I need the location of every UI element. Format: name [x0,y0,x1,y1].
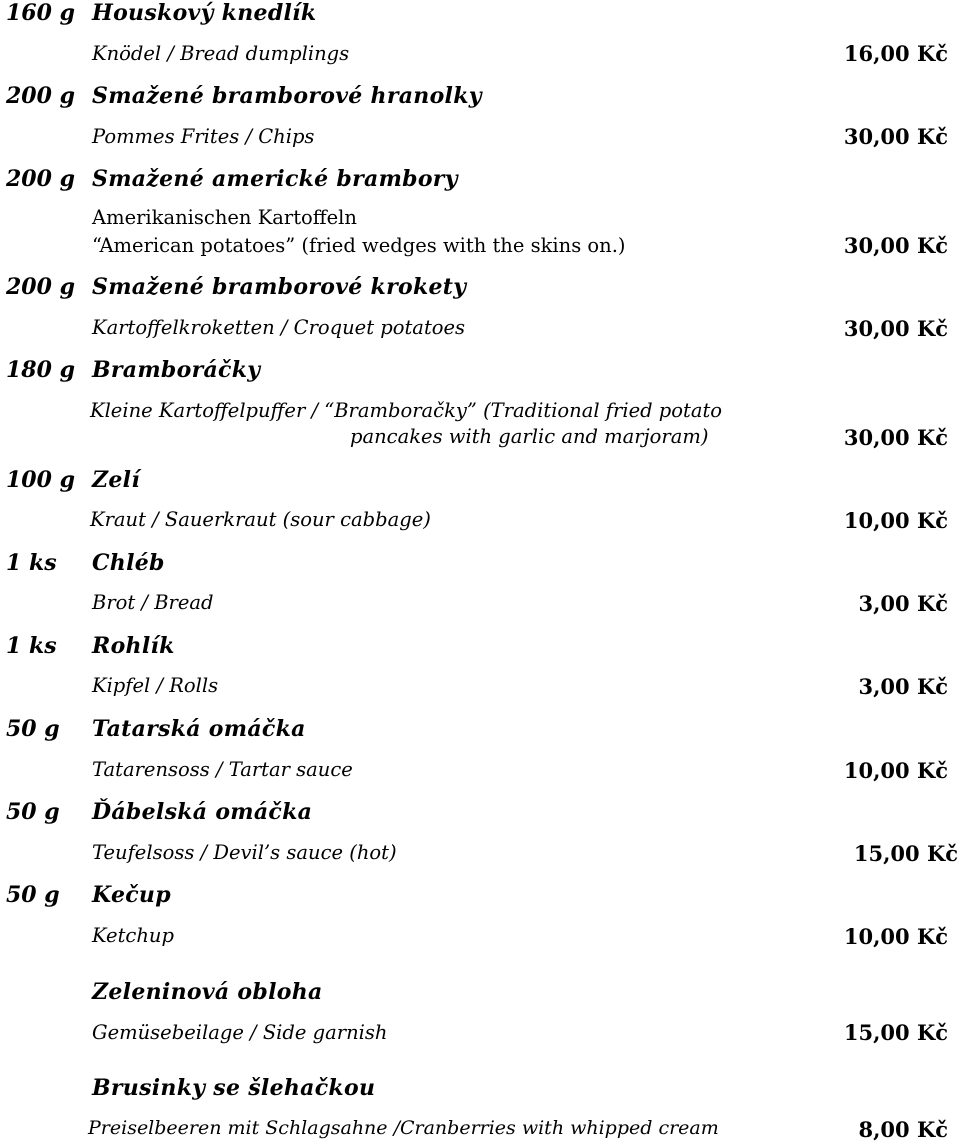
item-price: 8,00 Kč [858,1117,948,1142]
item-price: 3,00 Kč [858,674,948,699]
item-description-line: Amerikanischen Kartoffeln [92,206,357,229]
item-description: Knödel / Bread dumplings [92,42,350,65]
item-price: 3,00 Kč [858,591,948,616]
item-description: Preiselbeeren mit Schlagsahne /Cranberries with whipped cream [88,1117,719,1139]
item-price: 30,00 Kč [843,316,948,341]
item-name: Smažené bramborové krokety [92,274,467,300]
item-description: Pommes Frites / Chips [92,125,315,148]
item-name: Brusinky se šlehačkou [92,1075,376,1101]
item-price: 10,00 Kč [843,758,948,783]
item-price: 15,00 Kč [853,841,958,866]
item-name: Houskový knedlík [92,0,317,26]
item-description-line: pancakes with garlic and marjoram) [350,425,709,448]
item-name: Zeleninová obloha [92,979,323,1005]
item-quantity: 160 g [6,0,75,26]
item-quantity: 50 g [6,799,60,825]
item-description: Kipfel / Rolls [92,674,219,697]
item-price: 30,00 Kč [843,425,948,450]
item-name: Smažené americké brambory [92,166,458,192]
item-name: Chléb [92,550,165,576]
item-name: Smažené bramborové hranolky [92,83,482,109]
item-description: Tatarensoss / Tartar sauce [92,758,353,781]
item-quantity: 200 g [6,166,75,192]
item-description-line: Kleine Kartoffelpuffer / “Bramboračky” (Traditional fried potato [90,399,723,422]
item-description: Gemüsebeilage / Side garnish [92,1021,388,1044]
item-name: Ďábelská omáčka [92,799,313,825]
item-price: 10,00 Kč [843,508,948,533]
item-price: 30,00 Kč [843,124,948,149]
item-name: Zelí [92,467,140,493]
item-name: Rohlík [92,633,175,659]
item-quantity: 50 g [6,882,60,908]
item-price: 10,00 Kč [843,924,948,949]
item-description: Kartoffelkroketten / Croquet potatoes [92,316,466,339]
item-price: 15,00 Kč [843,1020,948,1045]
item-quantity: 1 ks [6,633,57,659]
item-quantity: 50 g [6,716,60,742]
item-quantity: 180 g [6,357,75,383]
item-quantity: 200 g [6,274,75,300]
item-description: Brot / Bread [92,591,214,614]
item-price: 16,00 Kč [843,41,948,66]
item-price: 30,00 Kč [843,233,948,258]
item-quantity: 1 ks [6,550,57,576]
item-description: Ketchup [92,924,174,947]
item-name: Tatarská omáčka [92,716,306,742]
item-description-line: “American potatoes” (fried wedges with the skins on.) [92,234,626,257]
item-description: Teufelsoss / Devil’s sauce (hot) [92,841,397,864]
item-name: Kečup [92,882,171,908]
item-description: Kraut / Sauerkraut (sour cabbage) [90,508,431,531]
item-quantity: 100 g [6,467,75,493]
item-quantity: 200 g [6,83,75,109]
item-name: Bramboráčky [92,357,261,383]
